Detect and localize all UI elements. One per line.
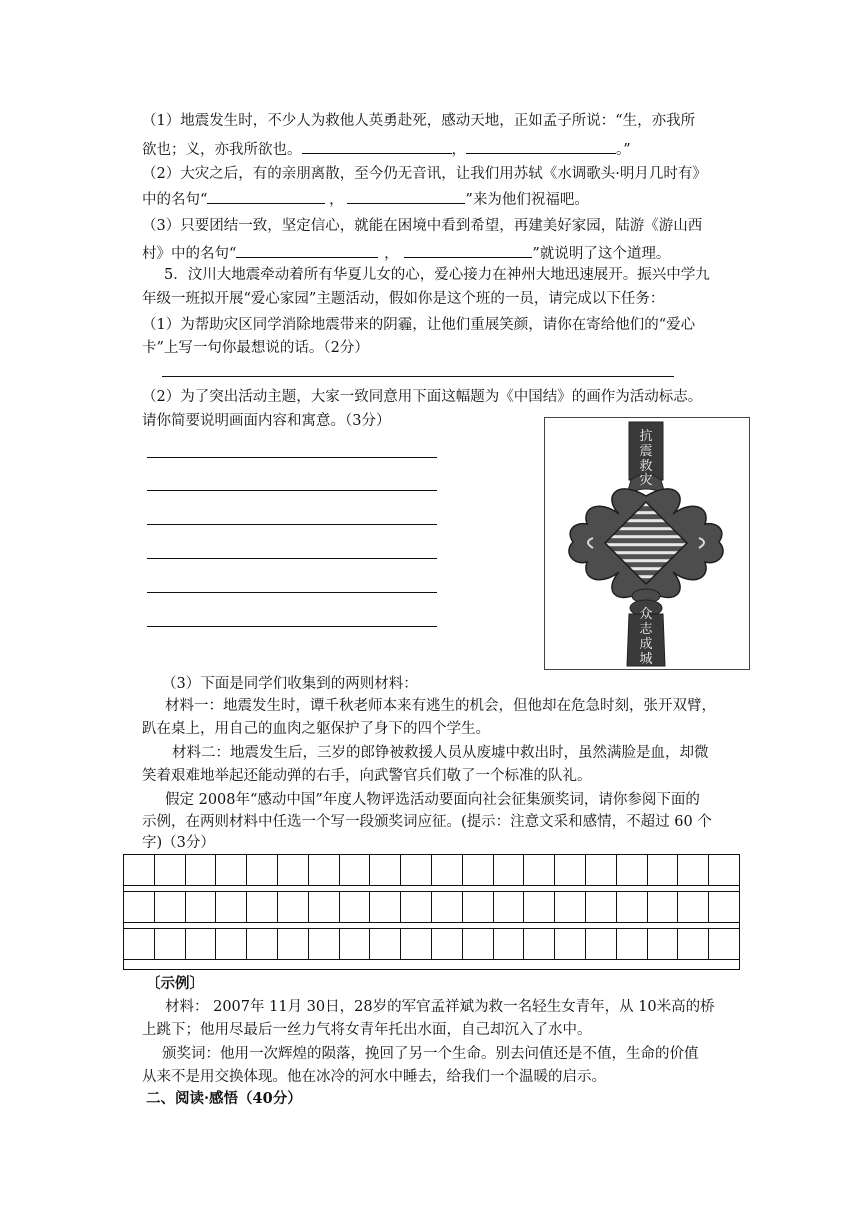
grid-cell[interactable] [709,892,740,923]
grid-cell[interactable] [216,855,247,886]
answer-blank[interactable] [302,138,452,154]
answer-line[interactable] [147,626,437,627]
answer-line[interactable] [147,490,437,491]
q4-item3-text: 村》中的名句“ [142,246,237,262]
chinese-knot-icon [545,418,749,669]
task-line1: 假定 2008年“感动中国”年度人物评选活动要面向社会征集颁奖词，请你参阅下面的 [165,792,700,808]
answer-blank[interactable] [404,242,532,258]
example-award-line2: 从来不是用交换体现。他在冰冷的河水中睡去，给我们一个温暖的启示。 [142,1069,606,1085]
q4-item2-line1: （2）大灾之后，有的亲朋离散，至今仍无音讯，让我们用苏轼《水调歌头·明月几时有》 [142,166,707,182]
answer-blank[interactable] [207,188,325,204]
grid-cell[interactable] [339,929,370,960]
example-label: 〔示例〕 [146,975,204,992]
grid-cell[interactable] [401,892,432,923]
grid-cell[interactable] [124,892,155,923]
example-material-line1: 材料： 2007年 11月 30日，28岁的军官孟祥斌为救一名轻生女青年，从 10米高的桥 [165,999,715,1015]
grid-cell[interactable] [154,855,185,886]
grid-cell[interactable] [647,929,678,960]
q4-item3-line2 [142,242,742,265]
grid-cell[interactable] [616,929,647,960]
grid-cell[interactable] [185,855,216,886]
grid-cell[interactable] [216,929,247,960]
q5-item2-line1: （2）为了突出活动主题，大家一致同意用下面这幅题为《中国结》的画作为活动标志。 [142,389,703,405]
grid-cell[interactable] [154,892,185,923]
grid-cell[interactable] [308,855,339,886]
grid-cell[interactable] [216,892,247,923]
grid-cell[interactable] [524,892,555,923]
grid-cell[interactable] [709,855,740,886]
knot-top-char: 灾 [639,473,653,488]
separator: ， [451,142,466,158]
grid-cell[interactable] [678,855,709,886]
answer-line[interactable] [147,524,437,525]
grid-cell[interactable] [247,929,278,960]
chinese-knot-image [544,417,750,670]
grid-cell[interactable] [647,892,678,923]
answer-blank[interactable] [347,188,465,204]
grid-cell[interactable] [616,855,647,886]
grid-cell[interactable] [370,892,401,923]
grid-cell[interactable] [247,892,278,923]
grid-cell[interactable] [524,929,555,960]
q5-item2-line2: 请你简要说明画面内容和寓意。（3分） [142,413,391,429]
knot-bottom-char: 志 [639,622,653,637]
grid-cell[interactable] [277,892,308,923]
grid-cell[interactable] [431,892,462,923]
closing-text: 。” [616,142,631,158]
grid-cell[interactable] [185,929,216,960]
grid-cell[interactable] [462,892,493,923]
answer-line[interactable] [147,592,437,593]
section-heading: 二、阅读·感悟（40分） [146,1090,302,1107]
q5-item1-line1: （1）为帮助灾区同学消除地震带来的阴霾，让他们重展笑颜，请你在寄给他们的“爱心 [142,317,696,333]
material2-line1: 材料二：地震发生后，三岁的郎铮被救援人员从废墟中救出时，虽然满脸是血，却微 [172,745,709,761]
grid-cell[interactable] [585,855,616,886]
task-line2: 示例，在两则材料中任选一个写一段颁奖词应征。(提示：注意文采和感情，不超过 60 个 [142,814,712,830]
grid-cell[interactable] [431,929,462,960]
task-line3: 字)（3分） [142,835,215,851]
material1-line2: 趴在桌上，用自己的血肉之躯保护了身下的四个学生。 [142,721,490,737]
grid-cell[interactable] [154,929,185,960]
answer-blank[interactable] [466,138,616,154]
grid-cell[interactable] [585,892,616,923]
answer-blank[interactable] [236,242,378,258]
knot-bottom-char: 城 [639,652,653,667]
q5-intro-line2: 年级一班拟开展“爱心家园”主题活动，假如你是这个班的一员，请完成以下任务： [142,291,665,307]
knot-top-char: 救 [639,459,653,474]
grid-cell[interactable] [524,855,555,886]
knot-bottom-char: 成 [639,637,653,652]
grid-cell[interactable] [339,855,370,886]
closing-text: ”就说明了这个道理。 [532,246,671,262]
grid-cell[interactable] [647,855,678,886]
grid-cell[interactable] [709,929,740,960]
knot-top-char: 震 [639,444,653,459]
grid-cell[interactable] [555,892,586,923]
answer-line[interactable] [147,457,437,458]
q5-item3-line1: （3）下面是同学们收集到的两则材料： [162,676,418,692]
grid-cell[interactable] [370,855,401,886]
grid-cell[interactable] [678,929,709,960]
q4-item1-text: 欲也；义，亦我所欲也。 [142,142,302,158]
grid-spacer [123,959,740,970]
grid-cell[interactable] [185,892,216,923]
knot-top-char: 抗 [639,429,653,444]
grid-cell[interactable] [462,855,493,886]
q4-item1-line1: （1）地震发生时，不少人为救他人英勇赴死，感动天地，正如孟子所说：“生，亦我所 [142,113,696,129]
q4-item2-text: 中的名句“ [142,192,208,208]
grid-cell[interactable] [585,929,616,960]
grid-cell[interactable] [555,855,586,886]
grid-cell[interactable] [124,929,155,960]
grid-cell[interactable] [493,855,524,886]
answer-line[interactable] [147,558,437,559]
q5-intro-line1: 5．汶川大地震牵动着所有华夏儿女的心，爱心接力在神州大地迅速展开。振兴中学九 [164,267,710,283]
grid-cell[interactable] [555,929,586,960]
grid-cell[interactable] [401,929,432,960]
closing-text: ”来为他们祝福吧。 [465,192,589,208]
grid-cell[interactable] [616,892,647,923]
q4-item3-line1: （3）只要团结一致，坚定信心，就能在困境中看到希望，再建美好家园，陆游《游山西 [142,218,703,234]
grid-cell[interactable] [308,892,339,923]
grid-cell[interactable] [493,929,524,960]
separator: ， [384,246,399,262]
example-award-line1: 颁奖词：他用一次辉煌的陨落，挽回了另一个生命。别去问值还是不值，生命的价值 [162,1046,699,1062]
grid-cell[interactable] [462,929,493,960]
grid-cell[interactable] [431,855,462,886]
separator: ， [329,192,344,208]
q5-item1-line2: 卡”上写一句你最想说的话。（2分） [142,340,369,356]
grid-cell[interactable] [277,855,308,886]
grid-cell[interactable] [401,855,432,886]
material1-line1: 材料一：地震发生时，谭千秋老师本来有逃生的机会，但他却在危急时刻，张开双臂， [165,698,716,714]
writing-grid-row[interactable] [123,928,740,960]
grid-cell[interactable] [308,929,339,960]
grid-cell[interactable] [678,892,709,923]
q4-item2-line2 [142,188,742,211]
writing-grid-row[interactable] [123,891,740,923]
grid-cell[interactable] [339,892,370,923]
love-card-answer-line[interactable] [162,376,674,377]
grid-cell[interactable] [124,855,155,886]
grid-cell[interactable] [493,892,524,923]
grid-cell[interactable] [370,929,401,960]
grid-cell[interactable] [247,855,278,886]
q4-item1-line2 [142,138,742,161]
knot-bottom-char: 众 [639,607,653,622]
example-material-line2: 上跳下；他用尽最后一丝力气将女青年托出水面，自己却沉入了水中。 [142,1022,592,1038]
writing-grid-row[interactable] [123,854,740,886]
grid-cell[interactable] [277,929,308,960]
material2-line2: 笑着艰难地举起还能动弹的右手，向武警官兵们敬了一个标准的队礼。 [142,768,592,784]
